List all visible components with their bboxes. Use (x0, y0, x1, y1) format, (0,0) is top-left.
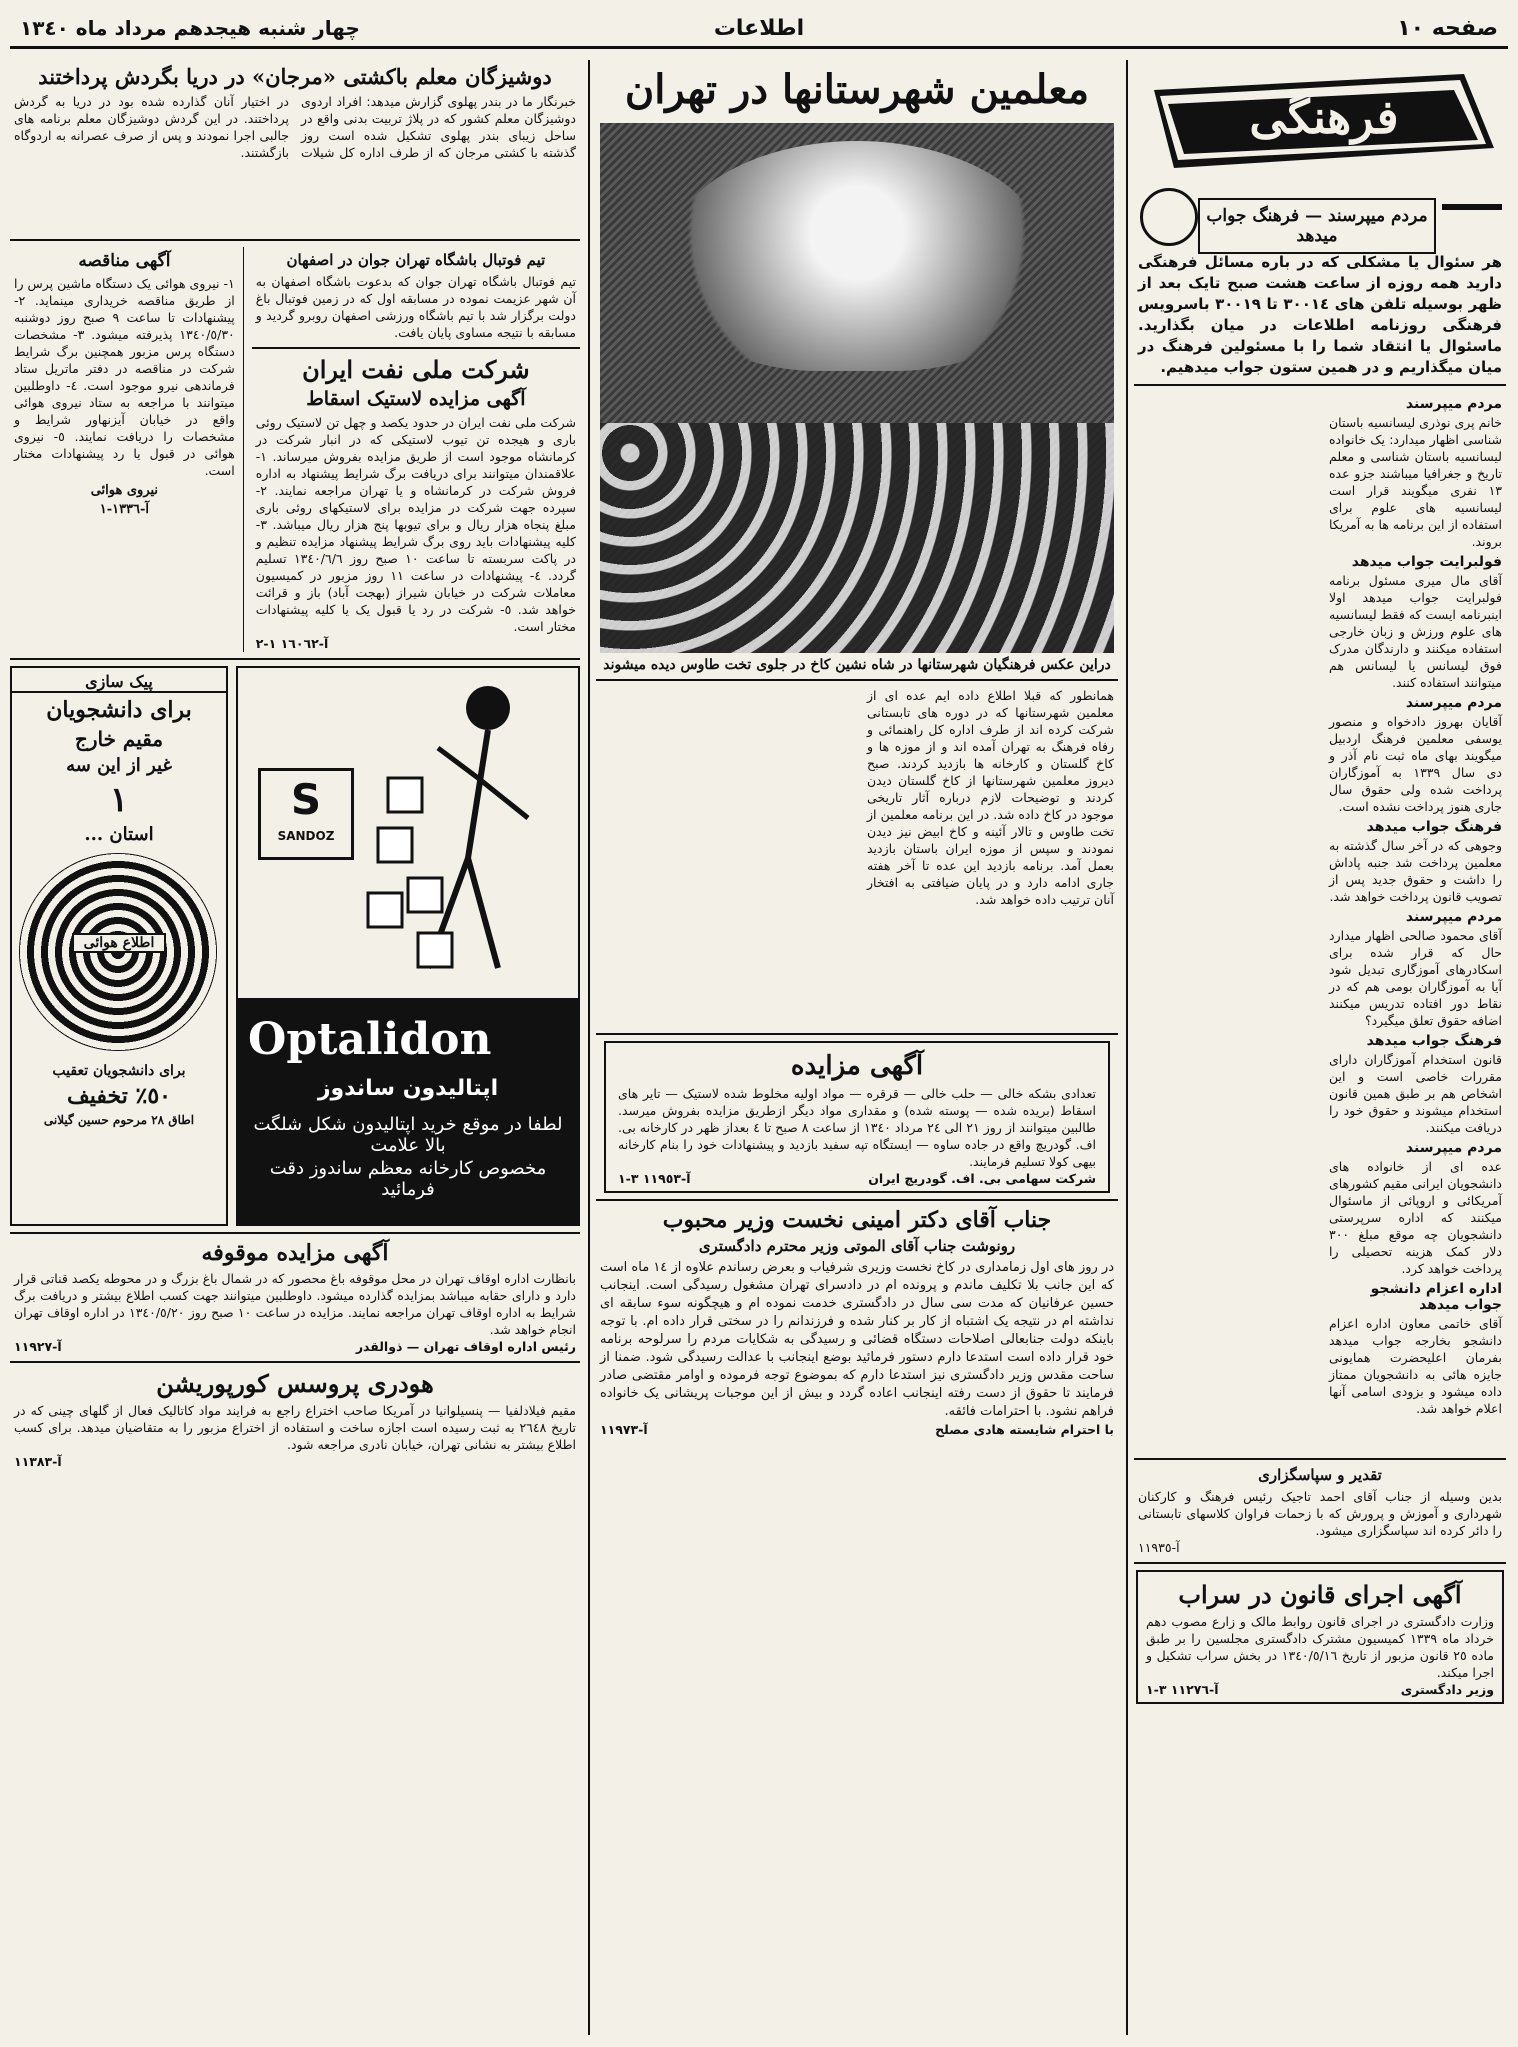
auction-ad-title: آگهی مزایده (790, 1051, 924, 1081)
divider (252, 347, 580, 349)
travel-ad-line: پیک سازی (12, 672, 226, 693)
chandelier-image (667, 141, 1047, 371)
qa-text: وجوهی که در آخر سال گذشته به معلمین پرداخت شد جنبه پاداش را داشت و حقوق جدید پس از تصویب قانون پرداخت خواهد شد. (1329, 838, 1502, 904)
sandoz-fa-line1: اپتالیدون ساندوز (317, 1076, 499, 1101)
photo-caption: دراین عکس فرهنگیان شهرستانها در شاه نشین کاخ در جلوی تخت طاوس دیده میشوند (603, 657, 1111, 673)
intro-text: هر سئوال یا مشکلی که در باره مسائل فرهنگی دارید همه روزه از ساعت هشت صبح تایک بعد از ظهر بوسیله تلفن های ٣٠٠١٤ تا ٣٠٠١٩ باسرویس فرهنگی روزنامه اطلاعات در میان بگذارید. ماسئوال یا انتقاد شما را با مسئولین فرهنگ در میان میگذاریم و در همین ستون جواب میدهیم. (1138, 253, 1502, 376)
houdry-text: مقیم فیلادلفیا — پنسیلوانیا در آمریکا صاحب اختراع راجع به فرایند مواد کاتالیک فعال از گلهای چینی که در تاریخ ٢٦٤٨ به ثبت رسیده است اجازه ساخت و استفاده از اختراع مزبور را به متقاضیان میدهد. برای کسب اطلاع بیشتر به نشانی تهران، خیابان نادری مراجعه شود. (14, 1403, 576, 1452)
travel-ad-line: اطلاع هوائی (72, 933, 166, 953)
qa-item (1325, 819, 1506, 905)
endowment-text: بانظارت اداره اوقاف تهران در محل موقوفه باغ محصور که در شمال باغ بزرگ و در محوطه یکصد قناتی قرار دارد و دارای حقابه میباشد بمزایده گذارده میشود. داوطلبین میتوانند جهت کسب اطلاع بیشتر و دریافت برگ شرایط به اداره اوقاف تهران مراجعه نمایند. مزایده در ساعت ١٠ صبح روز ١٣٤٠/٥/٢٠ در اداره اوقاف تهران انجام خواهد شد. (14, 1271, 577, 1337)
tender-code: آ-١٣٣٦-١ (99, 502, 150, 517)
qa-text: عده ای از خانواده های دانشجویان ایرانی مقیم کشورهای آمریکائی و اروپائی از ماسئوال میکنند که اداره سرپرستی دانشجویان چه موقع مبلغ ٣٠٠ دلار کمک هزینه تحصیلی را پرداخت خواهد کرد. (1329, 1159, 1502, 1276)
divider (10, 658, 580, 660)
tender-signature: نیروی هوائی (90, 483, 159, 498)
law-notice-code: آ-١١٢٧٦ ٣-١ (1146, 1682, 1219, 1697)
qa-heading: مردم میپرسند (1405, 909, 1502, 925)
qa-item (1325, 1140, 1506, 1277)
qa-heading: فولبرایت جواب میدهد (1351, 554, 1502, 570)
travel-ad-line: غیر از این سه (66, 755, 172, 776)
culture-column (1134, 60, 1506, 2035)
thanks-title: تقدیر و سپاسگزاری (1258, 1466, 1382, 1484)
qa-item (1325, 695, 1506, 815)
endowment-title: آگهی مزایده موقوفه (201, 1240, 389, 1266)
qa-item (1325, 554, 1506, 691)
story2-title: تیم فوتبال باشگاه تهران جوان در اصفهان (286, 251, 546, 269)
travel-ad-line: ٥٠٪ تخفیف (67, 1083, 171, 1109)
travel-ad-line: اطاق ٢٨ مرحوم حسین گیلانی (43, 1113, 195, 1127)
auction-ad-company: شرکت سهامی بی. اف. گودریچ ایران (868, 1171, 1096, 1186)
page-header (10, 10, 1508, 49)
travel-ad-line: استان ... (84, 824, 154, 845)
qa-item (1325, 1033, 1506, 1136)
oil-auction-text: شرکت ملی نفت ایران در حدود یکصد و چهل تن لاستیک روئی باری و هیجده تن تیوب لاستیکی که در انبار شرکت در کرمانشاه موجود است از طریق مزایده بفروش میرساند. ١- علاقمندان میتوانند برای دریافت برگ شرایط پیشنهاد به اداره فروش شرکت در کرمانشاه و یا تهران مراجعه نمایند. ٢- سپرده جهت شرکت در مزایده برای لاستیکهای روئی باری مبلغ پنجاه هزار ریال و برای تیوبها پنج هزار ریال میباشد. ٣- کلیه پیشنهادات باید روی برگ شرایط پیشنهاد مزایده تنظیم و در پاکت سربسته تا ساعت ١٠ صبح روز ١٣٤٠/٦/٦ تسلیم گردد. ٤- پیشنهادات در ساعت ١١ روز مزبور در کمیسیون معاملات شرکت در خیابان شیراز (بهجت آباد) باز و قرائت خواهد شد. ٥- شرکت در رد یا قبول یک یا کلیه پیشنهادات مختار است. (255, 415, 577, 634)
crowd-image (600, 423, 1114, 653)
divider (1134, 1458, 1506, 1460)
law-notice-signature: وزیر دادگستری (1400, 1682, 1494, 1697)
auction-ad-text: تعدادی بشکه خالی — حلب خالی — قرقره — مواد اولیه مخلوط شده لاستیک — تایر های اسقاط (بریده شده — پوسته شده) و مقداری مواد دیگر ازطریق مزایده بفروش میرسد. طالبین میتوانند از روز ٢١ الی ٢٤ مرداد ١٣٤٠ از ساعت ٨ صبح تا ٤ بعداز ظهر در کارخانه بی. اف. گودریچ واقع در جاده ساوه — ایستگاه تپه سفید بازدید و پیشنهادات خود را بنام کارخانه بیهی کولا تسلیم فرمایند. (618, 1086, 1096, 1169)
qa-heading: مردم میپرسند (1405, 695, 1502, 711)
qa-heading: اداره اعزام دانشجو جواب میدهد (1370, 1281, 1502, 1313)
qa-text: قانون استخدام آموزگاران دارای مقررات خاصی است و این اشخاص هم بر طبق همین قانون استخدام میشوند و حقوق خود را دریافت میکنند. (1329, 1052, 1502, 1135)
center-column (596, 60, 1118, 2035)
story1-text: خبرنگار ما در بندر پهلوی گزارش میدهد: افراد اردوی دوشیزگان معلم کشور که در پلاژ تربیت بدنی واقع در ساحل زیبای بندر پهلوی تشکیل شده است روز گذشته با کشتی مرجان که از طرف اداره کل شیلات در اختیار آنان گذارده شده بود در دریا به گردش پرداختند. در این گردش دوشیزگان معلم برنامه های جالبی اجرا نمودند و پس از صرف عصرانه به اردوگاه بازگشتند. (14, 94, 576, 160)
qa-text: آقای خاتمی معاون اداره اعزام دانشجو بخارجه جواب میدهد بفرمان اعلیحضرت همایونی جایزه هائی به دانشجویان ممتاز داده میشود و بزودی اسامی آنها اعلام خواهد شد. (1329, 1316, 1502, 1416)
letter-signature: با احترام شایسته هادی مصلح (935, 1422, 1114, 1437)
story2-text: تیم فوتبال باشگاه تهران جوان که بدعوت باشگاه اصفهان به آن شهر عزیمت نموده در مسابقه اول که در زمین فوتبال باغ دولت برگزار شد با تیم باشگاه ورزشی اصفهان روبرو گردید و مسابقه با نتیجه مساوی پایان یافت. (255, 274, 576, 340)
divider (10, 1232, 580, 1234)
oil-company-title: شرکت ملی نفت ایران (302, 355, 530, 384)
auction-ad (604, 1041, 1110, 1193)
law-notice (1136, 1570, 1504, 1704)
sandoz-fa-line3: مخصوص کارخانه معظم ساندوز دقت فرمائید (269, 1158, 547, 1200)
auction-ad-code: آ-١١٩٥٣ ٣-١ (618, 1171, 691, 1186)
qa-heading: فرهنگ جواب میدهد (1366, 1033, 1502, 1049)
sandoz-brand: SANDOZ (277, 829, 335, 843)
oil-auction-subtitle: آگهی مزایده لاستیک اسقاط (306, 388, 526, 410)
divider (596, 1033, 1118, 1035)
qa-item (1325, 396, 1506, 550)
qa-heading: مردم میپرسند (1405, 396, 1502, 412)
divider (596, 1199, 1118, 1201)
left-right-subcolumn (252, 247, 580, 652)
travel-ad (10, 666, 228, 1226)
sandoz-fa-line2: لطفا در موقع خرید اپتالیدون شکل شلگت بالا علامت (253, 1114, 563, 1156)
spiral-graphic (12, 849, 226, 1059)
letter-code: آ-١١٩٧٣ (600, 1422, 648, 1437)
culture-logo-text: فرهنگی (1249, 90, 1399, 144)
law-notice-text: وزارت دادگستری در اجرای قانون روابط مالک و زارع مصوب دهم خرداد ماه ١٣٣٩ کمیسیون مشترک دادگستری مجلسین را بر طبق ماده ٢٥ قانون مزبور از تاریخ ١٣٤٠/٥/١٦ در بخش سراب تشکیل و اجرا میکند. (1146, 1614, 1495, 1680)
travel-ad-line: برای دانشجویان تعقیب (52, 1063, 186, 1079)
qa-text: آقای مال میری مسئول برنامه فولبرایت جواب میدهد اولا اینبرنامه ایست که فقط لیسانسیه های علوم ورزش و زبان خارجی استفاده میکنند و دارندگان مدرک فوق لیسانس یا لیسانس هم میتوانند استفاده کنند. (1329, 573, 1502, 690)
qa-item (1325, 1281, 1506, 1417)
divider (1134, 1562, 1506, 1564)
divider (10, 239, 580, 241)
letter-text: در روز های اول زمامداری در کاخ نخست وزیری شرفیاب و بعرض رساندم علاوه از ١٤ ماه است که این جانب بلا تکلیف ماندم و پرونده ام در دادسرای تهران مشغول رسیدگی است. اینجانب حسین عرفانیان که مدت سی سال در دادگستری خدمت نموده ام و هیچگونه سوء سابقه ای نداشته ام در نتیجه یک اشتباه از کار بر کنار شده و فرزندانم را در سختی قرار داده ام. با توجه باینکه دولت جنابعالی اصلاحات دستگاه قضائی و رسیدگی به شکایات مردم را سرلوحه برنامه خود قرار داده است استدعا دارم دستور فرمائید بوضع اینجانب با عدالت رسیدگی شود. ضمنا از ساحت مقدس وزیر دادگستری نیز استدعا دارم که بموضوع توجه فرموده و اوامر مقتضی صادر فرمایند تا حقوق از دست رفته اینجانب اعاده گردد و بیش از این موجبات پریشانی یک خانواده فراهم نشود. با احترامات فائقه. (600, 1260, 1114, 1419)
telephone-icon (1442, 204, 1502, 210)
divider (596, 679, 1118, 681)
newspaper-name: اطلاعات (713, 16, 805, 41)
main-headline: معلمین شهرستانها در تهران (624, 66, 1090, 113)
endowment-code: آ-١١٩٢٧ (14, 1339, 62, 1354)
houdry-title: هودری پروسس کورپوریشن (156, 1369, 434, 1398)
teachers-photo (600, 123, 1114, 653)
banner-text: مردم میپرسند — فرهنگ جواب میدهد (1198, 198, 1436, 254)
qa-text: آقایان بهروز دادخواه و منصور یوسفی معلمین فرهنگ اردبیل میگویند بهای ماه ثبت نام آذر و دی سال ١٣٣٩ به آموزگاران پرداخت شده ولی حقوق سال جاری هنوز پرداخت نشده است. (1329, 714, 1502, 814)
page-number: صفحه ١٠ (1397, 16, 1498, 41)
letter-title: جناب آقای دکتر امینی نخست وزیر محبوب (662, 1207, 1052, 1233)
sandoz-ad (236, 666, 580, 1226)
qa-heading: فرهنگ جواب میدهد (1366, 819, 1502, 835)
houdry-code: آ-١١٣٨٣ (14, 1454, 62, 1469)
qa-heading: مردم میپرسند (1405, 1140, 1502, 1156)
thanks-code: آ-١١٩٣٥ (1138, 1540, 1180, 1555)
qa-text: آقای محمود صالحی اظهار میدارد حال که قرار شده برای اسکادرهای آموزگاری تبدیل شود آیا به آموزگاران بومی هم که در نقاط دور افتاده تدریس میکنند اضافه حقوق تعلق میگیرد؟ (1329, 928, 1502, 1028)
story1-title: دوشیزگان معلم باکشتی «مرجان» در دریا بگردش پرداختند (38, 64, 552, 89)
tender-text: ١- نیروی هوائی یک دستگاه ماشین پرس را از طریق مناقصه خریداری مینماید. ٢- پیشنهادات تا ساعت ٩ صبح روز دوشنبه ١٣٤٠/٥/٣٠ پذیرفته میشود. ٣- مشخصات دستگاه پرس مزبور همچنین برگ شرایط شرکت در مناقصه در دفتر ماتریل ستاد فرماندهی نیرو موجود است. ٤- داوطلبین میتوانند با مراجعه به ستاد نیروی هوائی واقع در خیابان آیزنهاور شرایط و مشخصات را دریافت نمایند. ٥- نیروی هوائی در قبول یا رد پیشنهادات مختار است. (14, 276, 235, 478)
issue-date: چهار شنبه هیجدهم مرداد ماه ١٣٤٠ (20, 16, 360, 40)
optalidon-wordmark: Optalidon (248, 1014, 492, 1065)
article-body (596, 687, 1118, 1027)
oil-auction-code: آ-١٦٠٦٢ ١-٢ (255, 636, 329, 651)
travel-ad-line: ١ (109, 780, 129, 820)
divider (10, 1361, 580, 1363)
thanks-text: بدین وسیله از جناب آقای احمد تاجیک رئیس فرهنگ و کارکنان شهرداری و آموزش و پرورش که با زحمات فراوان کلاسهای تابستانی را دائر کرده اند سپاسگزاری میشود. (1138, 1489, 1502, 1538)
column-rule (588, 60, 590, 2035)
qa-text: خانم پری نوذری لیسانسیه باستان شناسی اظهار میدارد: یک خانواده لیسانسیه باستان شناسی و معلم تاریخ و جغرافیا میباشند جزو عده ١٣ نفری میگویند قرار است لیسانسیه های علوم برای استفاده از این برنامه ها به آمریکا بروند. (1329, 415, 1502, 549)
letter-subtitle: رونوشت جناب آقای الموتی وزیر محترم دادگستری (698, 1237, 1016, 1255)
gear-icon (1140, 188, 1198, 246)
sandoz-logo (258, 768, 354, 860)
law-notice-title: آگهی اجرای قانون در سراب (1178, 1580, 1462, 1609)
endowment-signature: رئیس اداره اوقاف تهران — ذوالقدر (355, 1339, 576, 1354)
article-text: همانطور که قبلا اطلاع داده ایم عده ای از معلمین شهرستانها که در دوره های تابستانی شرکت کرده اند از طرف اداره کل راهنمائی و رفاه فرهنگ به تهران آمده اند و از موزه ها و کاخ گلستان و کارخانه ها بازدید کردند. صبح دیروز معلمین شهرستانها از کاخ گلستان دیدن کردند و توضیحات لازم درباره آثار تاریخی موجود در کاخ داده شد. در این برنامه معلمین از تخت طاوس و تالار آئینه و کاخ ابیض نیز دیدن نمودند و سپس از موزه ایران باستان بازدید بعمل آمد. برنامه بازدید این عده تا آخر هفته جاری ادامه دارد و در پایان ضیافتی به افتخار آنان ترتیب داده خواهد شد. (867, 688, 1114, 907)
left-left-subcolumn (10, 247, 244, 652)
qa-list (1134, 392, 1506, 1452)
sandoz-s-icon: S (290, 775, 322, 824)
tender-title: آگهی مناقصه (78, 251, 171, 271)
column-rule (1126, 60, 1128, 2035)
ask-banner (1134, 182, 1506, 252)
travel-ad-line: برای دانشجویان (46, 697, 192, 723)
left-column (10, 60, 580, 2035)
culture-logo-block (1134, 60, 1506, 178)
qa-item (1325, 909, 1506, 1029)
travel-ad-line: مقیم خارج (74, 727, 164, 751)
divider (1134, 384, 1506, 386)
